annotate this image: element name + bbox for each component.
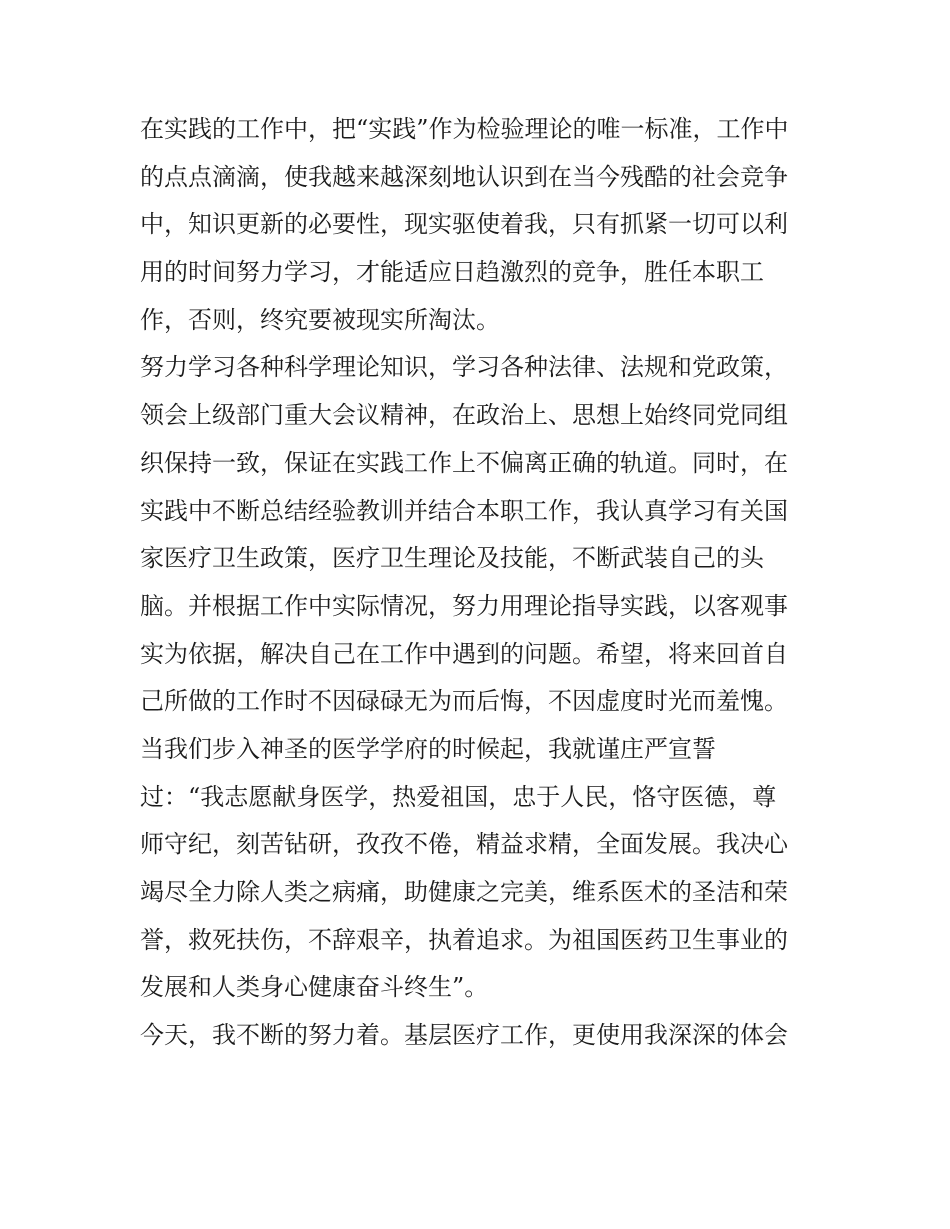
paragraph-2 [140,344,820,726]
text-line: 家医疗卫生政策，医疗卫生理论及技能，不断武装自己的头 [140,544,764,573]
text-line: 领会上级部门重大会议精神，在政治上、思想上始终同党同组 [140,401,788,430]
text-line: 实为依据，解决自己在工作中遇到的问题。希望，将来回首自 [140,639,788,668]
text-line: 织保持一致，保证在实践工作上不偏离正确的轨道。同时，在 [140,448,788,477]
text-line: 今天，我不断的努力着。基层医疗工作，更使用我深深的体会 [140,1021,788,1050]
text-line: 的点点滴滴，使我越来越深刻地认识到在当今残酷的社会竞争 [140,162,788,191]
text-line: 誉，救死扶伤，不辞艰辛，执着追求。为祖国医药卫生事业的 [140,925,788,954]
paragraph-3 [140,726,820,1012]
text-line: 努力学习各种科学理论知识，学习各种法律、法规和党政策， [140,353,788,382]
text-line: 脑。并根据工作中实际情况，努力用理论指导实践，以客观事 [140,591,788,620]
text-line: 在实践的工作中，把“实践”作为检验理论的唯一标准，工作中 [140,115,789,143]
paragraph-1 [140,106,820,344]
text-line: 中，知识更新的必要性，现实驱使着我，只有抓紧一切可以利 [140,210,788,239]
paragraph-4 [140,1012,820,1060]
text-line: 实践中不断总结经验教训并结合本职工作，我认真学习有关国 [140,496,788,525]
text-line: 当我们步入神圣的医学学府的时候起，我就谨庄严宣誓 [140,734,716,763]
text-line: 己所做的工作时不因碌碌无为而后悔，不因虚度时光而羞愧。 [140,687,788,716]
text-line: 发展和人类身心健康奋斗终生”。 [140,973,489,1002]
document-body [140,106,820,1060]
text-line: 师守纪，刻苦钻研，孜孜不倦，精益求精，全面发展。我决心 [140,830,788,859]
text-line: 过：“我志愿献身医学，热爱祖国，忠于人民，恪守医德，尊 [140,782,777,811]
text-line: 竭尽全力除人类之病痛，助健康之完美，维系医术的圣洁和荣 [140,878,788,906]
text-line: 作，否则，终究要被现实所淘汰。 [140,305,500,334]
text-line: 用的时间努力学习，才能适应日趋激烈的竞争，胜任本职工 [140,258,764,287]
